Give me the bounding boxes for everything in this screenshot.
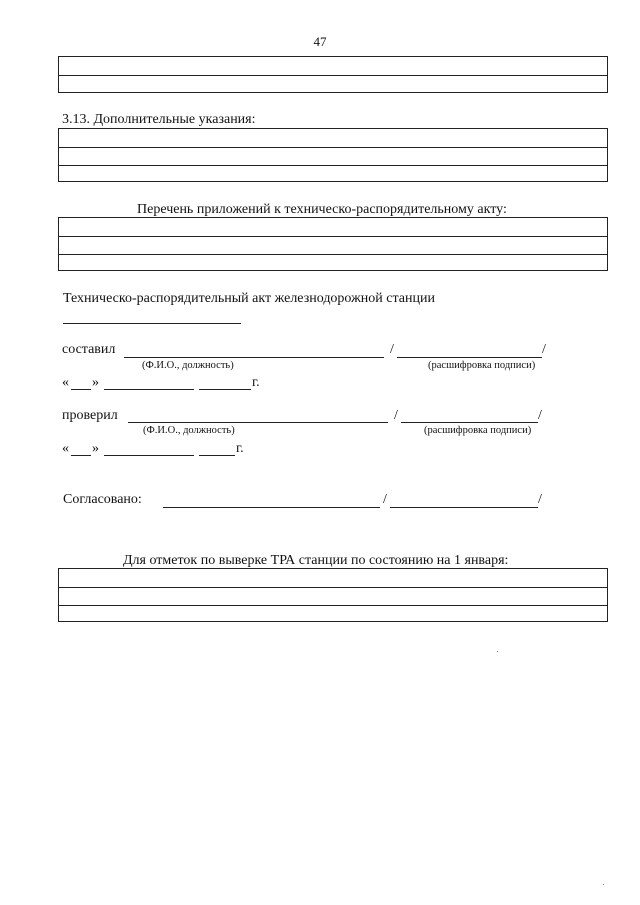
composed-fio-caption: (Ф.И.О., должность)	[142, 360, 234, 371]
table-row[interactable]	[59, 75, 607, 92]
composed-label: составил	[62, 342, 116, 357]
composed-year-suffix: г.	[252, 375, 260, 390]
checked-fio-line[interactable]	[128, 422, 388, 423]
checked-decode-caption: (расшифровка подписи)	[424, 425, 532, 436]
composed-slash-left: /	[390, 342, 394, 357]
scan-speck	[603, 884, 604, 885]
composed-fio-line[interactable]	[124, 357, 384, 358]
checked-year-line[interactable]	[199, 455, 235, 456]
checked-label: проверил	[62, 408, 118, 423]
station-name-line[interactable]	[63, 323, 241, 324]
agreed-label: Согласовано:	[63, 492, 142, 507]
verification-heading: Для отметок по выверке ТРА станции по состоянию на 1 января:	[123, 553, 509, 568]
continuation-table	[58, 56, 608, 93]
composed-day-line[interactable]	[71, 389, 91, 390]
agreed-slash-left: /	[383, 492, 387, 507]
checked-date-quote-close: »	[92, 441, 99, 456]
checked-date-quote-open: «	[62, 441, 69, 456]
composed-month-line[interactable]	[104, 389, 194, 390]
table-row[interactable]	[59, 57, 607, 75]
section-313-heading: 3.13. Дополнительные указания:	[62, 112, 256, 127]
table-row[interactable]	[59, 147, 607, 165]
composed-date-quote-close: »	[92, 375, 99, 390]
checked-slash-right: /	[538, 408, 542, 423]
checked-slash-left: /	[394, 408, 398, 423]
agreed-fio-line[interactable]	[163, 507, 380, 508]
composed-slash-right: /	[542, 342, 546, 357]
checked-fio-caption: (Ф.И.О., должность)	[143, 425, 235, 436]
act-title: Техническо-распорядительный акт железнодорожной станции	[63, 291, 435, 306]
table-row[interactable]	[59, 129, 607, 147]
checked-decode-line[interactable]	[401, 422, 538, 423]
composed-decode-line[interactable]	[397, 357, 542, 358]
table-row[interactable]	[59, 254, 607, 270]
composed-year-line[interactable]	[199, 389, 251, 390]
table-row[interactable]	[59, 587, 607, 605]
scan-speck	[497, 651, 498, 652]
additional-instructions-table	[58, 128, 608, 182]
composed-date-quote-open: «	[62, 375, 69, 390]
checked-month-line[interactable]	[104, 455, 194, 456]
table-row[interactable]	[59, 218, 607, 236]
table-row[interactable]	[59, 165, 607, 181]
composed-decode-caption: (расшифровка подписи)	[428, 360, 536, 371]
agreed-decode-line[interactable]	[390, 507, 538, 508]
appendices-heading: Перечень приложений к техническо-распорядительному акту:	[137, 202, 507, 217]
table-row[interactable]	[59, 569, 607, 587]
checked-year-suffix: г.	[236, 441, 244, 456]
agreed-slash-right: /	[538, 492, 542, 507]
appendices-table	[58, 217, 608, 271]
checked-day-line[interactable]	[71, 455, 91, 456]
verification-table	[58, 568, 608, 622]
page-number: 47	[313, 34, 327, 49]
table-row[interactable]	[59, 605, 607, 621]
table-row[interactable]	[59, 236, 607, 254]
